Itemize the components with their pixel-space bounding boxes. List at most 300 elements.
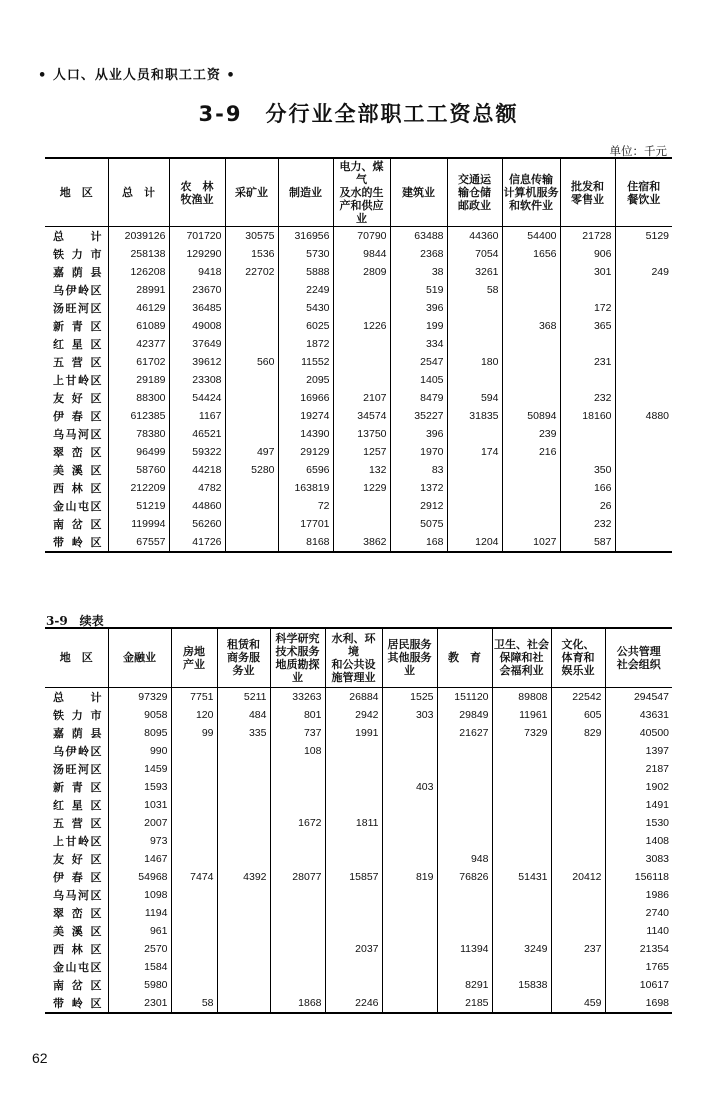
value-cell: 59322 [169,443,225,461]
column-header: 文化、 体育和 娱乐业 [551,628,605,687]
value-cell [171,940,217,958]
value-cell [171,832,217,850]
table-row [45,443,672,461]
value-cell [382,922,437,940]
table-row [45,958,672,976]
region-name-cell: 红星区 [53,798,102,812]
value-cell [171,886,217,904]
value-cell: 58760 [108,461,169,479]
value-cell: 56260 [169,515,225,533]
value-cell: 16966 [278,389,333,407]
value-cell [382,796,437,814]
value-cell: 18160 [560,407,615,425]
value-cell: 67557 [108,533,169,552]
value-cell [615,533,672,552]
value-cell: 49008 [169,317,225,335]
page-title: 3-9 分行业全部职工工资总额 [198,102,519,126]
value-cell: 43631 [605,706,672,724]
value-cell: 78380 [108,425,169,443]
region-name-cell: 西林区 [53,482,102,495]
value-cell: 41726 [169,533,225,552]
value-cell: 13750 [333,425,390,443]
value-cell: 174 [447,443,502,461]
table-row [45,742,672,760]
value-cell: 120 [171,706,217,724]
region-name-cell: 南岔区 [53,518,102,531]
value-cell: 7474 [171,868,217,886]
value-cell: 1491 [605,796,672,814]
value-cell [551,832,605,850]
value-cell: 1584 [108,958,171,976]
value-cell: 396 [390,299,447,317]
value-cell: 605 [551,706,605,724]
value-cell: 1397 [605,742,672,760]
value-cell: 96499 [108,443,169,461]
table-row [45,245,672,263]
value-cell [171,922,217,940]
region-name-cell: 翠峦区 [53,446,102,459]
value-cell: 39612 [169,353,225,371]
value-cell [382,994,437,1013]
value-cell: 2007 [108,814,171,832]
value-cell: 1194 [108,904,171,922]
value-cell [437,922,492,940]
value-cell: 5980 [108,976,171,994]
value-cell: 396 [390,425,447,443]
value-cell: 1525 [382,687,437,706]
value-cell: 216 [502,443,560,461]
region-name-cell: 美溪区 [53,464,102,477]
region-name-cell: 美溪区 [53,924,102,938]
value-cell: 44860 [169,497,225,515]
value-cell: 1672 [270,814,325,832]
value-cell: 350 [560,461,615,479]
value-cell: 33263 [270,687,325,706]
region-name-cell: 汤旺河区 [53,762,102,776]
value-cell: 14390 [278,425,333,443]
region-name-cell: 汤旺河区 [53,302,102,315]
value-cell [437,760,492,778]
column-header: 卫生、社会 保障和社 会福利业 [492,628,551,687]
value-cell: 37649 [169,335,225,353]
value-cell [270,958,325,976]
value-cell: 948 [437,850,492,868]
column-header: 公共管理 社会组织 [605,628,672,687]
value-cell [437,904,492,922]
value-cell [382,940,437,958]
value-cell: 11552 [278,353,333,371]
value-cell [492,832,551,850]
value-cell: 5280 [225,461,278,479]
value-cell: 1031 [108,796,171,814]
value-cell [217,742,270,760]
value-cell: 316956 [278,227,333,246]
value-cell: 8291 [437,976,492,994]
wage-table-part-2 [45,627,672,1014]
table-row [45,389,672,407]
column-header-region: 地 区 [45,158,108,227]
value-cell [615,461,672,479]
column-header: 房地 产业 [171,628,217,687]
value-cell [437,832,492,850]
value-cell: 20412 [551,868,605,886]
value-cell: 11961 [492,706,551,724]
region-name-cell: 总计 [53,690,102,704]
table-row [45,940,672,958]
value-cell: 1372 [390,479,447,497]
value-cell: 1872 [278,335,333,353]
table-row [45,994,672,1013]
table-row [45,353,672,371]
value-cell [217,814,270,832]
column-header: 建筑业 [390,158,447,227]
value-cell: 1536 [225,245,278,263]
value-cell: 89808 [492,687,551,706]
table-row [45,796,672,814]
value-cell: 23308 [169,371,225,389]
value-cell: 403 [382,778,437,796]
value-cell: 701720 [169,227,225,246]
value-cell [171,976,217,994]
value-cell [615,497,672,515]
value-cell: 9418 [169,263,225,281]
value-cell: 97329 [108,687,171,706]
value-cell [333,281,390,299]
value-cell [217,832,270,850]
value-cell [502,299,560,317]
value-cell [270,832,325,850]
table-row [45,886,672,904]
value-cell: 180 [447,353,502,371]
value-cell [382,850,437,868]
value-cell: 21728 [560,227,615,246]
value-cell [217,994,270,1013]
value-cell [551,958,605,976]
value-cell: 58 [171,994,217,1013]
value-cell: 9844 [333,245,390,263]
value-cell: 58 [447,281,502,299]
value-cell: 2095 [278,371,333,389]
column-header: 批发和 零售业 [560,158,615,227]
column-header: 电力、煤气 及水的生 产和供应业 [333,158,390,227]
value-cell: 22702 [225,263,278,281]
value-cell: 76826 [437,868,492,886]
value-cell: 459 [551,994,605,1013]
value-cell: 54400 [502,227,560,246]
column-header: 水利、环境 和公共设 施管理业 [325,628,382,687]
value-cell: 1868 [270,994,325,1013]
value-cell: 335 [217,724,270,742]
value-cell [447,317,502,335]
value-cell [217,922,270,940]
value-cell [560,371,615,389]
value-cell [325,742,382,760]
value-cell [560,425,615,443]
value-cell: 29849 [437,706,492,724]
value-cell: 1593 [108,778,171,796]
value-cell [217,976,270,994]
column-header: 农 林 牧渔业 [169,158,225,227]
value-cell: 17701 [278,515,333,533]
column-header: 居民服务 其他服务 业 [382,628,437,687]
table-row [45,706,672,724]
value-cell: 199 [390,317,447,335]
value-cell [225,425,278,443]
value-cell [270,904,325,922]
value-cell [437,742,492,760]
value-cell: 28991 [108,281,169,299]
value-cell: 26 [560,497,615,515]
value-cell [333,515,390,533]
value-cell [502,335,560,353]
value-cell [225,407,278,425]
value-cell [270,778,325,796]
column-header: 金融业 [108,628,171,687]
value-cell [171,958,217,976]
value-cell [225,497,278,515]
value-cell [492,742,551,760]
table-row [45,904,672,922]
value-cell [325,976,382,994]
value-cell [615,443,672,461]
table-row [45,515,672,533]
value-cell: 2039126 [108,227,169,246]
value-cell [270,796,325,814]
value-cell [615,353,672,371]
value-cell [225,335,278,353]
value-cell: 5211 [217,687,270,706]
value-cell: 2740 [605,904,672,922]
value-cell [615,479,672,497]
continuation-caption: 3-9 续表 [46,614,104,628]
value-cell [447,461,502,479]
value-cell [615,425,672,443]
value-cell [502,281,560,299]
value-cell [270,940,325,958]
value-cell: 301 [560,263,615,281]
value-cell [225,533,278,552]
value-cell [615,515,672,533]
value-cell: 50894 [502,407,560,425]
value-cell: 365 [560,317,615,335]
value-cell: 906 [560,245,615,263]
value-cell: 151120 [437,687,492,706]
table-row [45,281,672,299]
value-cell [502,515,560,533]
value-cell [382,958,437,976]
value-cell [217,940,270,958]
value-cell [171,796,217,814]
value-cell [382,886,437,904]
value-cell: 72 [278,497,333,515]
value-cell [171,814,217,832]
table-row [45,497,672,515]
table-row [45,335,672,353]
value-cell: 88300 [108,389,169,407]
value-cell: 26884 [325,687,382,706]
value-cell: 63488 [390,227,447,246]
value-cell [217,760,270,778]
value-cell: 38 [390,263,447,281]
value-cell [437,796,492,814]
value-cell: 232 [560,515,615,533]
value-cell [325,922,382,940]
column-header: 交通运 输仓储 邮政业 [447,158,502,227]
value-cell: 560 [225,353,278,371]
table-row [45,778,672,796]
value-cell [333,497,390,515]
value-cell: 30575 [225,227,278,246]
value-cell [560,281,615,299]
value-cell: 1226 [333,317,390,335]
value-cell [615,371,672,389]
value-cell [447,371,502,389]
value-cell: 612385 [108,407,169,425]
value-cell: 1167 [169,407,225,425]
value-cell: 7054 [447,245,502,263]
value-cell [225,299,278,317]
value-cell [382,742,437,760]
value-cell: 484 [217,706,270,724]
value-cell [447,299,502,317]
value-cell [270,922,325,940]
region-name-cell: 五营区 [53,356,102,369]
value-cell: 34574 [333,407,390,425]
value-cell [551,742,605,760]
value-cell [551,904,605,922]
value-cell: 1204 [447,533,502,552]
value-cell: 2185 [437,994,492,1013]
value-cell [502,497,560,515]
value-cell: 990 [108,742,171,760]
value-cell: 2246 [325,994,382,1013]
value-cell: 51431 [492,868,551,886]
value-cell: 29189 [108,371,169,389]
value-cell [615,389,672,407]
value-cell [551,976,605,994]
value-cell [551,778,605,796]
value-cell [492,904,551,922]
value-cell: 36485 [169,299,225,317]
value-cell [225,371,278,389]
value-cell [217,886,270,904]
value-cell [447,479,502,497]
value-cell: 2249 [278,281,333,299]
value-cell [171,760,217,778]
value-cell: 8168 [278,533,333,552]
value-cell: 46521 [169,425,225,443]
value-cell: 1970 [390,443,447,461]
value-cell: 132 [333,461,390,479]
value-cell [447,335,502,353]
value-cell: 801 [270,706,325,724]
value-cell [615,317,672,335]
column-header: 教 育 [437,628,492,687]
value-cell: 334 [390,335,447,353]
value-cell: 1530 [605,814,672,832]
value-cell: 2547 [390,353,447,371]
value-cell [560,335,615,353]
region-name-cell: 带岭区 [45,994,108,1013]
value-cell [171,904,217,922]
value-cell [551,850,605,868]
value-cell: 2809 [333,263,390,281]
value-cell [270,850,325,868]
value-cell [171,850,217,868]
value-cell [333,371,390,389]
value-cell: 587 [560,533,615,552]
value-cell [492,760,551,778]
value-cell [325,778,382,796]
value-cell [325,958,382,976]
value-cell: 44360 [447,227,502,246]
value-cell: 819 [382,868,437,886]
table-header-row [45,628,672,687]
value-cell: 61089 [108,317,169,335]
value-cell: 1408 [605,832,672,850]
region-name-cell: 上甘岭区 [53,834,102,848]
table-row [45,868,672,886]
value-cell: 249 [615,263,672,281]
region-name-cell: 翠峦区 [53,906,102,920]
value-cell: 54968 [108,868,171,886]
value-cell [560,443,615,461]
value-cell [325,760,382,778]
value-cell: 119994 [108,515,169,533]
value-cell: 6596 [278,461,333,479]
value-cell [502,371,560,389]
value-cell: 2912 [390,497,447,515]
value-cell [217,904,270,922]
value-cell: 15838 [492,976,551,994]
value-cell [382,724,437,742]
table-row [45,760,672,778]
value-cell: 7329 [492,724,551,742]
value-cell: 1459 [108,760,171,778]
table-row [45,461,672,479]
value-cell: 9058 [108,706,171,724]
table-row [45,407,672,425]
value-cell [225,479,278,497]
value-cell: 31835 [447,407,502,425]
value-cell: 1991 [325,724,382,742]
value-cell: 1811 [325,814,382,832]
value-cell: 2368 [390,245,447,263]
value-cell [502,263,560,281]
value-cell: 2107 [333,389,390,407]
region-name-cell: 新青区 [53,780,102,794]
value-cell: 5430 [278,299,333,317]
value-cell [325,832,382,850]
value-cell [325,796,382,814]
value-cell: 10617 [605,976,672,994]
value-cell [447,497,502,515]
value-cell: 1257 [333,443,390,461]
value-cell: 2037 [325,940,382,958]
value-cell: 44218 [169,461,225,479]
value-cell: 22542 [551,687,605,706]
value-cell: 3249 [492,940,551,958]
table-row [45,299,672,317]
value-cell: 973 [108,832,171,850]
value-cell [502,479,560,497]
value-cell [615,299,672,317]
table-row [45,533,672,552]
value-cell: 2570 [108,940,171,958]
value-cell [492,814,551,832]
column-header: 科学研究 技术服务 地质勘探业 [270,628,325,687]
table-row [45,922,672,940]
